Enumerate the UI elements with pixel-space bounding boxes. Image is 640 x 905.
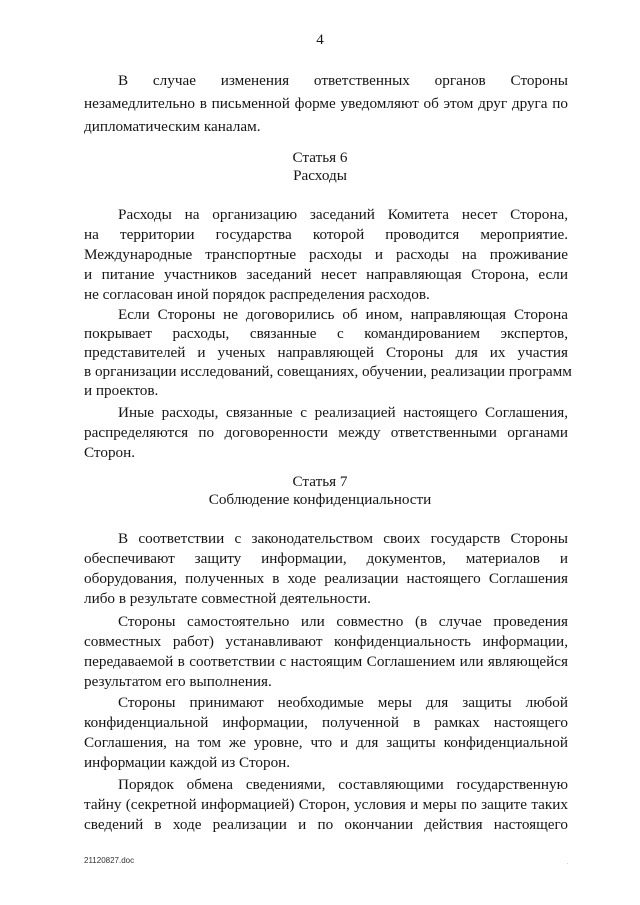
paragraph-line: и питание участников заседаний несет направляющая Сторона, если xyxy=(84,266,568,283)
paragraph-line: совместных работ) устанавливают конфиденциальность информации, xyxy=(84,633,568,650)
paragraph-line: Иные расходы, связанные с реализацией настоящего Соглашения, xyxy=(118,404,568,421)
paragraph-line: в организации исследований, совещаниях, обучении, реализации программ xyxy=(84,363,572,380)
paragraph-line: дипломатическим каналам. xyxy=(84,118,261,135)
paragraph-line: тайну (секретной информацией) Сторон, условия и меры по защите таких xyxy=(84,796,568,813)
paragraph-line: и проектов. xyxy=(84,382,159,399)
paragraph-line: информации каждой из Сторон. xyxy=(84,754,291,771)
paragraph-line: распределяются по договоренности между ответственными органами xyxy=(84,424,568,441)
paragraph-line: оборудования, полученных в ходе реализации настоящего Соглашения xyxy=(84,570,568,587)
paragraph-line: Международные транспортные расходы и расходы на проживание xyxy=(84,246,568,263)
paragraph-line: Расходы на организацию заседаний Комитета несет Сторона, xyxy=(118,206,568,223)
document-filename: 21120827.doc xyxy=(84,856,135,865)
paragraph-line: В соответствии с законодательством своих государств Стороны xyxy=(118,530,568,547)
paragraph-line: сведений в ходе реализации и по окончании действия настоящего xyxy=(84,816,568,833)
paragraph-line: В случае изменения ответственных органов Стороны xyxy=(118,72,568,89)
paragraph-line: передаваемой в соответствии с настоящим Соглашением или являющейся xyxy=(84,653,568,670)
paragraph-line: представителей и ученых направляющей Стороны для их участия xyxy=(84,344,568,361)
scan-artifact: . xyxy=(567,860,569,866)
article-7-title: Статья 7 xyxy=(292,473,348,490)
page-number: 4 xyxy=(316,32,324,48)
paragraph-line: на территории государства которой проводится мероприятие. xyxy=(84,226,568,243)
paragraph-line: Если Стороны не договорились об ином, направляющая Сторона xyxy=(118,306,568,323)
paragraph-line: Стороны принимают необходимые меры для защиты любой xyxy=(118,694,568,711)
paragraph-line: Порядок обмена сведениями, составляющими государственную xyxy=(118,776,568,793)
paragraph-line: обеспечивают защиту информации, документов, материалов и xyxy=(84,550,568,567)
paragraph-line: Стороны самостоятельно или совместно (в случае проведения xyxy=(118,613,568,630)
paragraph-line: не согласован иной порядок распределения расходов. xyxy=(84,286,430,303)
paragraph-line: результатом его выполнения. xyxy=(84,673,272,690)
paragraph-line: Соглашения, на том же уровне, что и для защиты конфиденциальной xyxy=(84,734,568,751)
article-6-subtitle: Расходы xyxy=(293,167,347,184)
paragraph-line: покрывает расходы, связанные с командированием экспертов, xyxy=(84,325,568,342)
paragraph-line: Сторон. xyxy=(84,444,136,461)
article-7-subtitle: Соблюдение конфиденциальности xyxy=(208,491,432,508)
paragraph-line: конфиденциальной информации, полученной в рамках настоящего xyxy=(84,714,568,731)
paragraph-line: незамедлительно в письменной форме уведомляют об этом друг друга по xyxy=(84,95,568,112)
paragraph-line: либо в результате совместной деятельности. xyxy=(84,590,371,607)
article-6-title: Статья 6 xyxy=(292,149,348,166)
